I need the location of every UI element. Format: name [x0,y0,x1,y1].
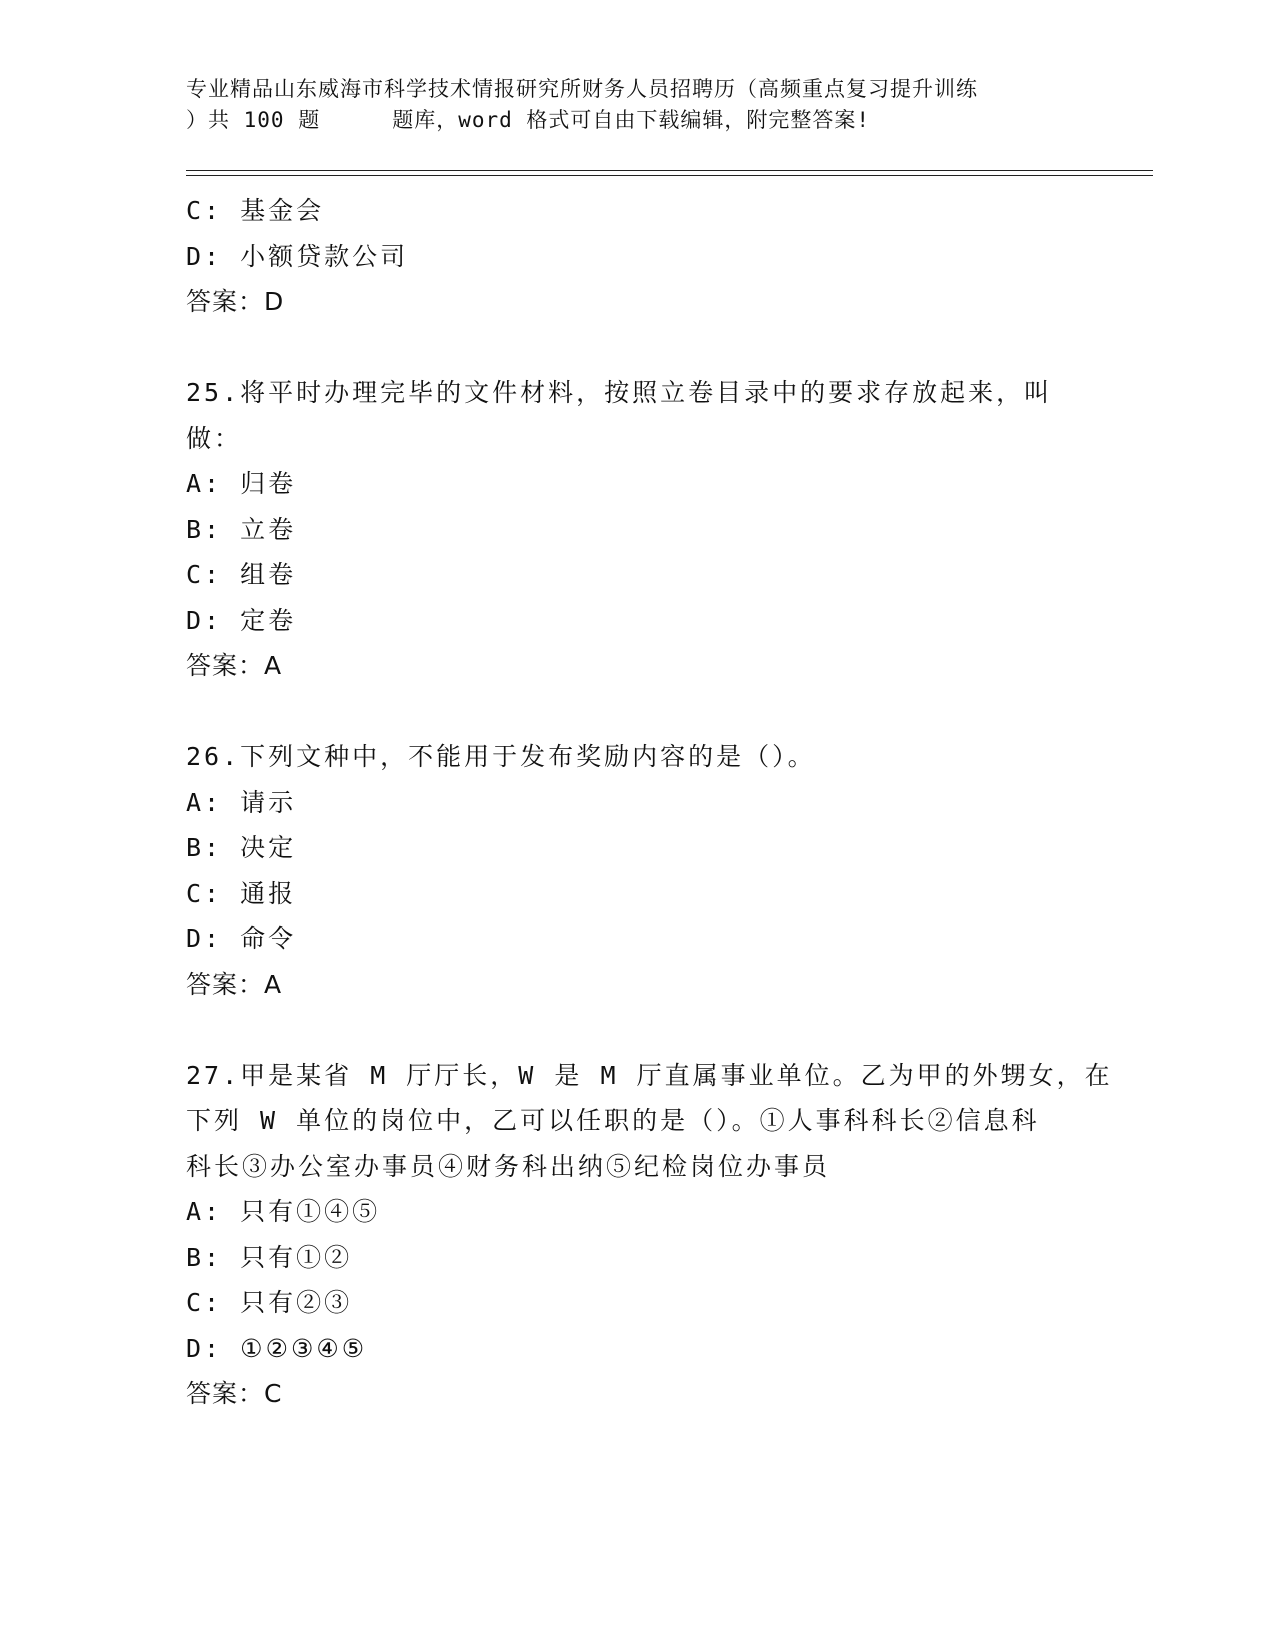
question-27 [186,1053,1113,1417]
option-c: C: 通报 [186,878,297,908]
previous-question-tail [186,188,1086,325]
option-c: C: 只有②③ [186,1288,353,1317]
page-header [186,74,1086,136]
question-text: 做： [186,423,243,453]
option-b: B: 决定 [186,833,297,862]
option-a: A: 只有①④⑤ [186,1197,381,1226]
question-text: 科长③办公室办事员④财务科出纳⑤纪检岗位办事员 [186,1151,831,1181]
option-c: C: 基金会 [186,196,325,225]
question-list [186,188,1113,1417]
header-line-2-start: ）共 100 题 [186,108,321,132]
header-rule-top [186,170,1153,171]
answer: 答案：A [186,969,283,999]
answer: 答案：D [186,287,285,316]
question-text: 下列 W 单位的岗位中，乙可以任职的是（）。①人事科科长②信息科 [186,1106,1040,1135]
option-d: D: 定卷 [186,605,297,635]
option-d: D: 小额贷款公司 [186,241,409,271]
option-d: D: 命令 [186,924,297,953]
question-text: 27.甲是某省 M 厅厅长，W 是 M 厅直属事业单位。乙为甲的外甥女，在 [186,1060,1113,1090]
option-d: D: ①②③④⑤ [186,1333,368,1363]
question-26 [186,734,1086,1007]
question-25 [186,370,1086,689]
answer: 答案：C [186,1379,283,1408]
header-line-2 [186,105,1086,136]
answer: 答案：A [186,651,283,680]
header-rule-bottom [186,175,1153,176]
option-a: A: 请示 [186,787,297,817]
option-b: B: 立卷 [186,514,297,544]
question-text: 26.下列文种中，不能用于发布奖励内容的是（）。 [186,742,816,771]
option-a: A: 归卷 [186,469,297,498]
header-line-2-end: 题库，word 格式可自由下载编辑，附完整答案! [392,108,871,132]
option-c: C: 组卷 [186,560,297,589]
option-b: B: 只有①② [186,1242,353,1272]
question-text: 25.将平时办理完毕的文件材料，按照立卷目录中的要求存放起来，叫 [186,378,1053,407]
header-line-1: 专业精品山东威海市科学技术情报研究所财务人员招聘历（高频重点复习提升训练 [186,77,978,101]
